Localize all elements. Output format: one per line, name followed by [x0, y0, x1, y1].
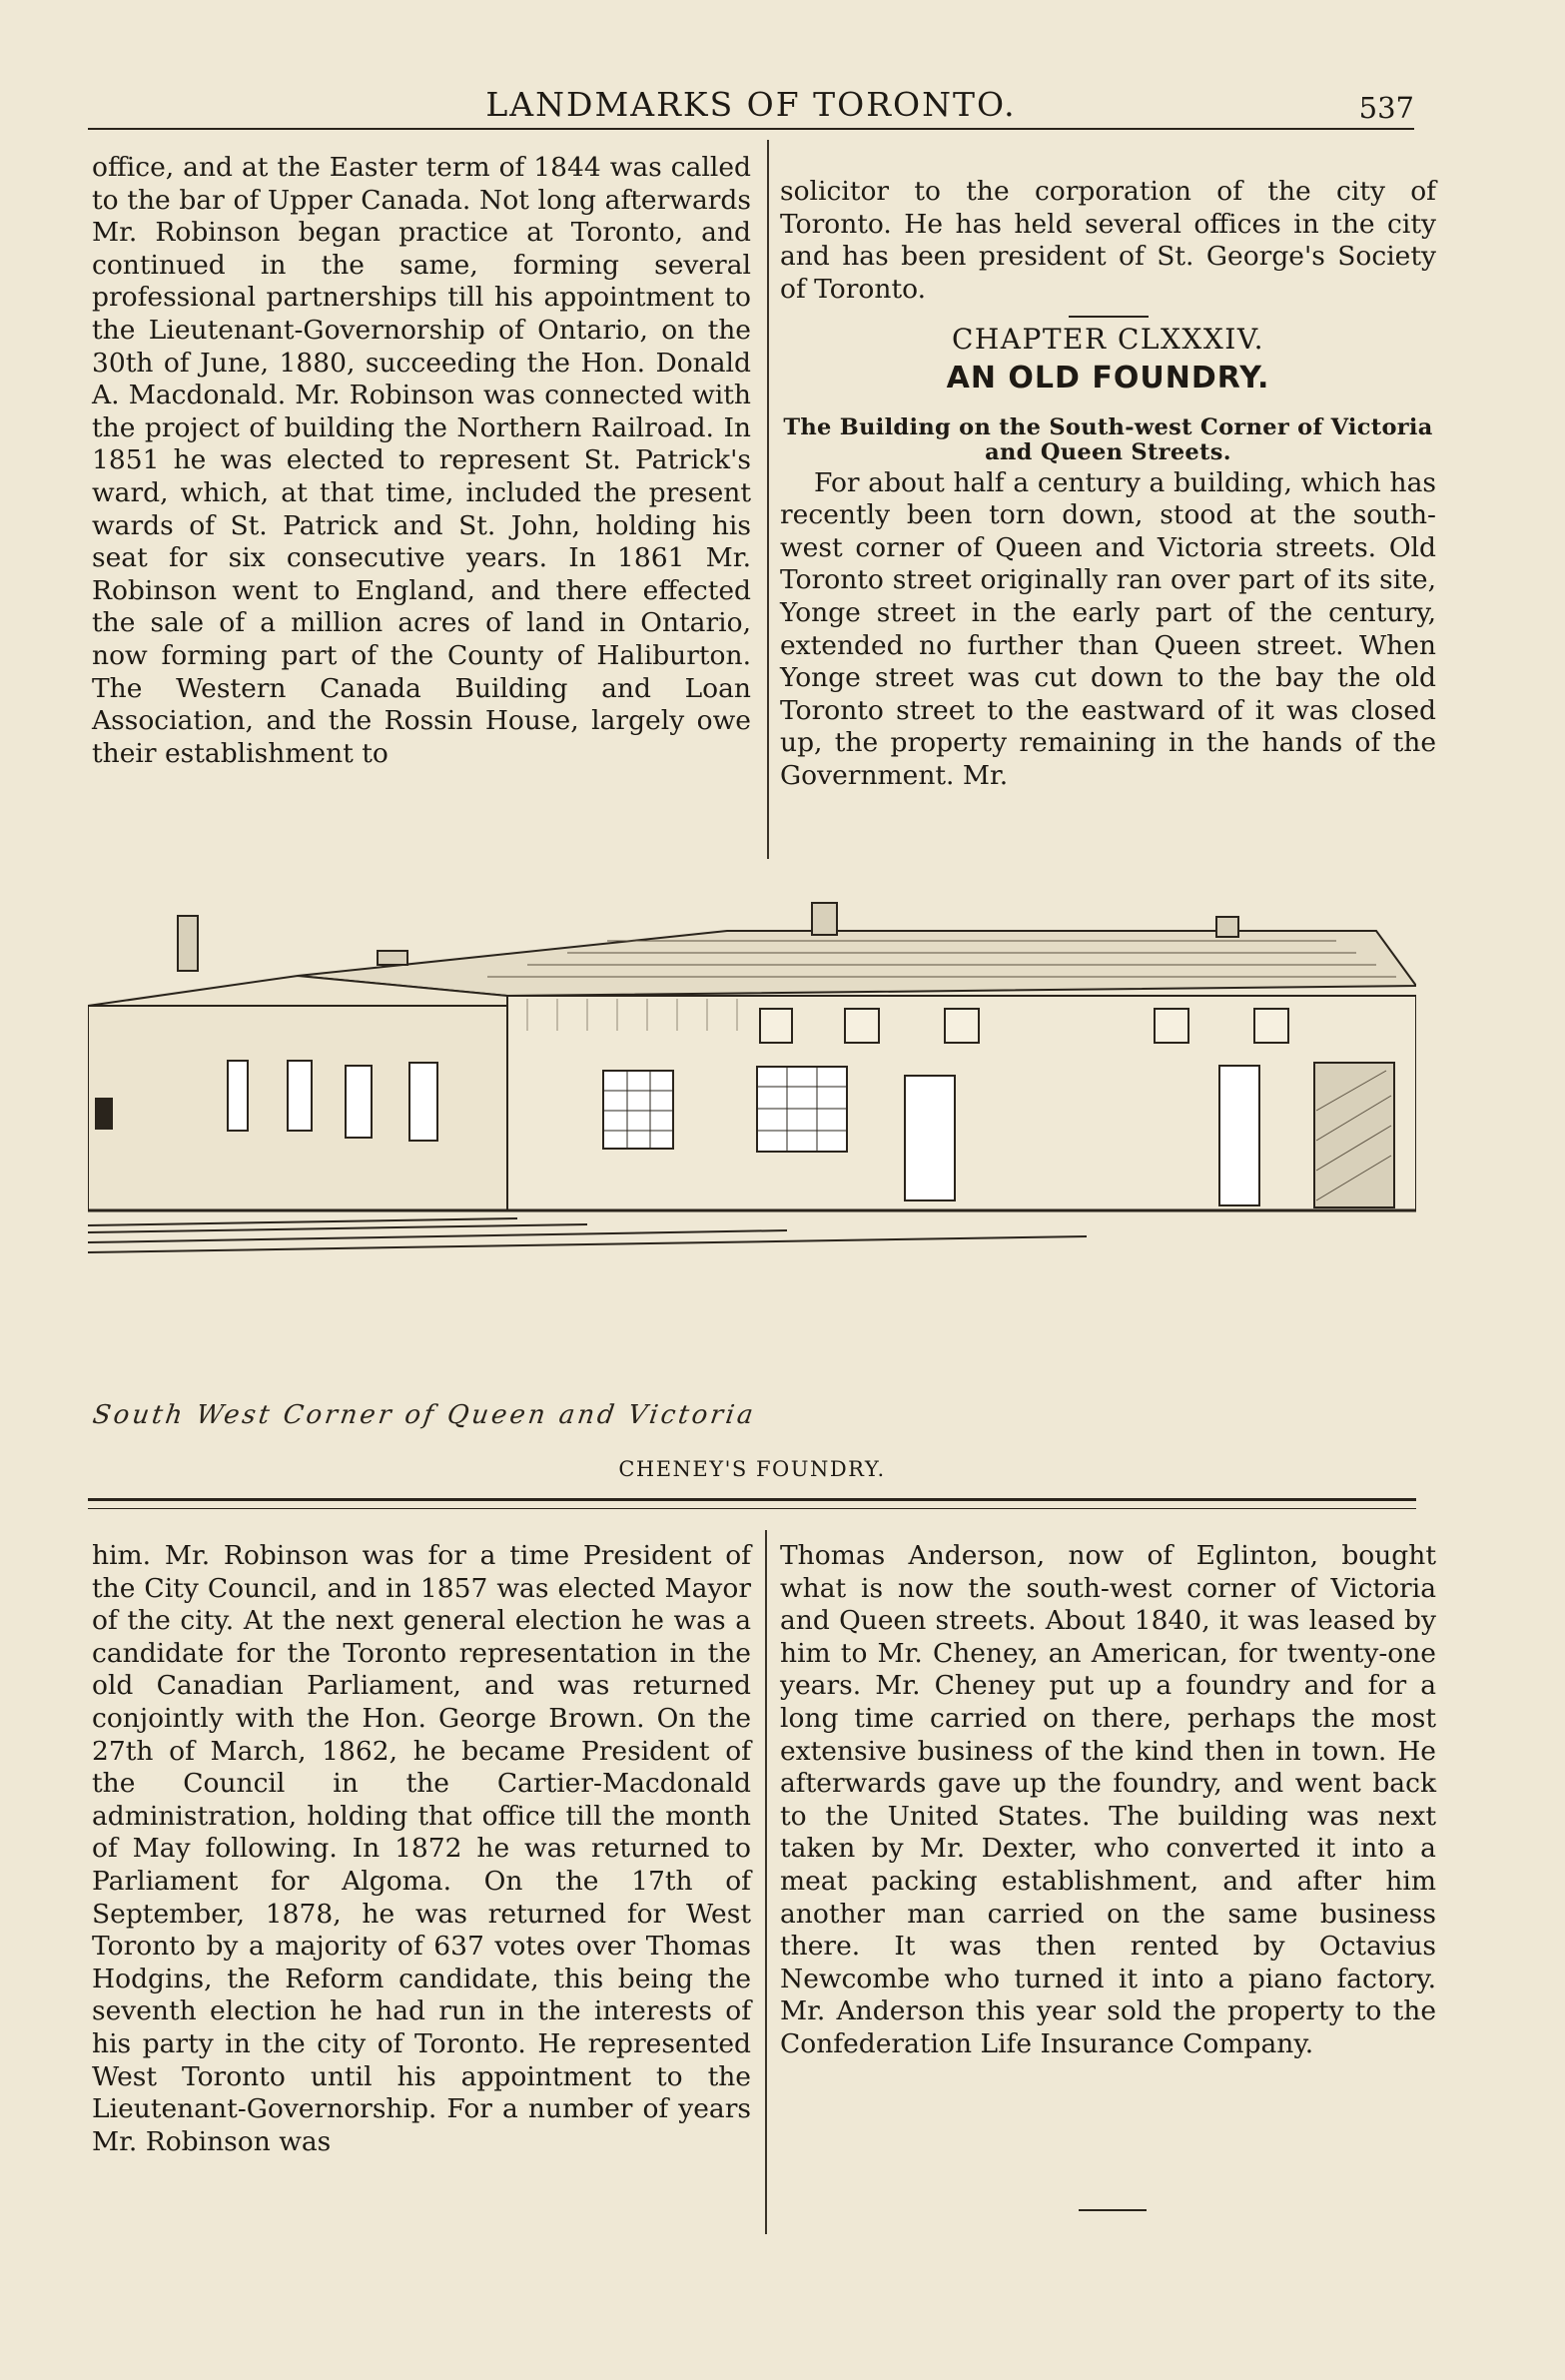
handwritten-label: South West Corner of Queen and Victoria	[90, 1400, 758, 1430]
foundry-illustration	[88, 881, 1416, 1440]
paragraph: him. Mr. Robinson was for a time President of the City Council, and in 1857 was elected Mayor of the city. At the next general election he was a candidate for the Toronto representation in the old Canadian Parliament, and was returned conjointly with the Hon. George Brown. On the 27th of March, 1862, he became President of the Council in the Cartier-Macdonald administration, holding that office till the month of May following. In 1872 he was returned to Parliament for Algoma. On the 17th of September, 1878, he was returned for West Toronto by a majority of 637 votes over Thomas Hodgins, the Reform candidate, this being the seventh election he had run in the interests of his party in the city of Toronto. He represented West Toronto until his appointment to the Lieutenant-Governorship. For a number of years Mr. Robinson was	[92, 1540, 751, 2157]
column-top-left	[92, 152, 751, 770]
column-bottom-right	[780, 1540, 1436, 2061]
paragraph-intro: solicitor to the corporation of the city of Toronto. He has held several offices in the city and has been president of St. George's Society of Toronto.	[780, 176, 1436, 305]
foundry-drawing	[88, 881, 1416, 1400]
end-rule	[1079, 2209, 1147, 2211]
section-divider	[88, 1498, 1416, 1509]
paragraph: For about half a century a building, which has recently been torn down, stood at the south-west corner of Queen and Victoria streets. Old Toronto street originally ran over part of its site, Yonge street in the early part of the century, extended no further than Queen street. When Yonge street was cut down to the bay the old Toronto street to the eastward of it was closed up, the property remaining in the hands of the Government. Mr.	[780, 466, 1436, 791]
page-number: 537	[1358, 91, 1414, 125]
running-head	[88, 82, 1414, 130]
running-title: LANDMARKS OF TORONTO.	[485, 85, 1017, 124]
figure-caption: CHENEY'S FOUNDRY.	[618, 1457, 886, 1481]
column-top-right	[780, 176, 1436, 793]
column-divider-bottom	[765, 1530, 767, 2234]
column-divider-top	[767, 140, 769, 859]
chapter-title: AN OLD FOUNDRY.	[946, 360, 1270, 396]
column-bottom-left	[92, 1540, 751, 2158]
chapter-subtitle: The Building on the South-west Corner of Victoria and Queen Streets.	[783, 413, 1433, 465]
chapter-number: CHAPTER CLXXXIV.	[951, 323, 1265, 357]
chapter-rule	[1069, 316, 1149, 318]
paragraph: Thomas Anderson, now of Eglinton, bought what is now the south-west corner of Victoria and Queen streets. About 1840, it was leased by him to Mr. Cheney, an American, for twenty-one years. Mr. Cheney put up a foundry and for a long time carried on there, perhaps the most extensive business of the kind then in town. He afterwards gave up the foundry, and went back to the United States. The building was next taken by Mr. Dexter, who converted it into a meat packing establishment, and after him another man carried on the same business there. It was then rented by Octavius Newcombe who turned it into a piano factory. Mr. Anderson this year sold the property to the Confederation Life Insurance Company.	[780, 1540, 1436, 2059]
paragraph: office, and at the Easter term of 1844 was called to the bar of Upper Canada. Not long afterwards Mr. Robinson began practice at Toronto, and continued in the same, forming several professional partnerships till his appointment to the Lieutenant-Governorship of Ontario, on the 30th of June, 1880, succeeding the Hon. Donald A. Macdonald. Mr. Robinson was connected with the project of building the Northern Railroad. In 1851 he was elected to represent St. Patrick's ward, which, at that time, included the present wards of St. Patrick and St. John, holding his seat for six consecutive years. In 1861 Mr. Robinson went to England, and there effected the sale of a million acres of land in Ontario, now forming part of the County of Haliburton. The Western Canada Building and Loan Association, and the Rossin House, largely owe their establishment to	[92, 152, 751, 769]
